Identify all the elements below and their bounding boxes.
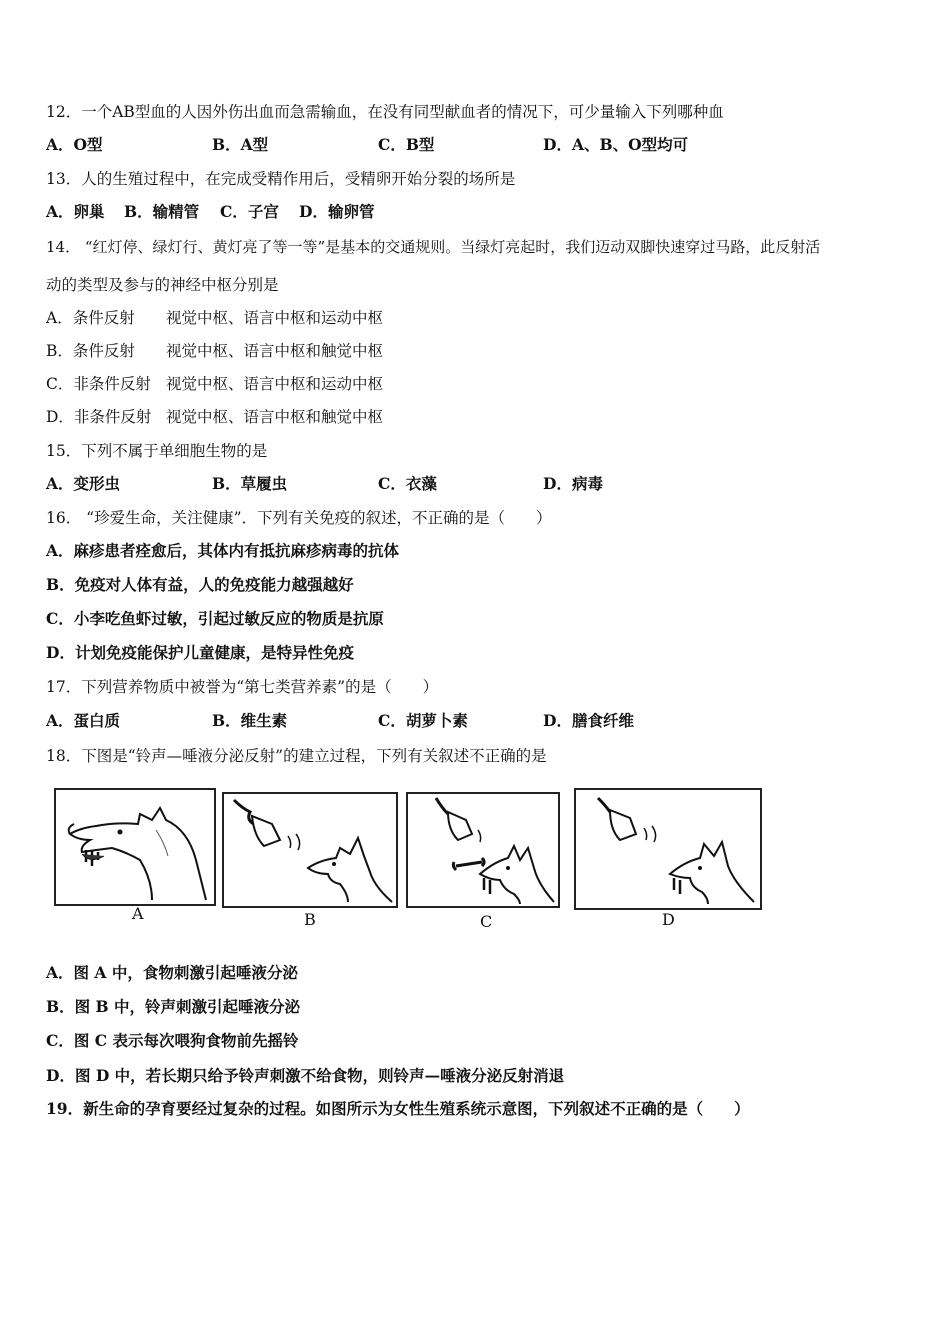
q14-option-a-type: A．条件反射 <box>46 309 135 327</box>
q16-stem: 16． “珍爱生命，关注健康”．下列有关免疫的叙述，不正确的是（ ） <box>46 509 552 527</box>
q13-option-a[interactable]: A．卵巢 <box>46 202 105 221</box>
q18-stem: 18．下图是“铃声—唾液分泌反射”的建立过程，下列有关叙述不正确的是 <box>46 747 547 765</box>
q14-option-d-type: D．非条件反射 <box>46 408 152 426</box>
q17-option-a[interactable]: A．蛋白质 <box>46 711 121 730</box>
q14-option-b-type: B．条件反射 <box>46 342 135 360</box>
q12-option-c[interactable]: C．B型 <box>378 135 435 154</box>
q17-option-d[interactable]: D．膳食纤维 <box>543 711 634 730</box>
q17-option-b[interactable]: B．维生素 <box>212 711 288 730</box>
q14-option-a[interactable] <box>46 308 383 328</box>
q16-option-a[interactable]: A．麻疹患者痊愈后，其体内有抵抗麻疹病毒的抗体 <box>46 541 400 560</box>
q17-stem: 17．下列营养物质中被誉为“第七类营养素”的是（ ） <box>46 678 439 696</box>
q15-option-b[interactable]: B．草履虫 <box>212 474 288 493</box>
figure-panel-b <box>222 792 398 908</box>
figure-label-d: D <box>662 910 675 929</box>
figure-panel-c <box>406 792 560 908</box>
q14-option-c[interactable] <box>46 374 383 394</box>
salivation-reflex-figure <box>50 780 770 930</box>
bell-only-dog-illustration <box>576 790 760 908</box>
q14-option-c-centers: 视觉中枢、语言中枢和运动中枢 <box>166 375 384 393</box>
q14-option-c-type: C．非条件反射 <box>46 375 151 393</box>
q13-stem: 13．人的生殖过程中，在完成受精作用后，受精卵开始分裂的场所是 <box>46 170 516 188</box>
q18-option-b[interactable]: B．图 B 中，铃声刺激引起唾液分泌 <box>46 997 300 1016</box>
figure-panel-a <box>54 788 216 906</box>
q15-option-a[interactable]: A．变形虫 <box>46 474 121 493</box>
q18-option-c[interactable]: C．图 C 表示每次喂狗食物前先摇铃 <box>46 1031 299 1050</box>
q12-option-b[interactable]: B．A型 <box>212 135 269 154</box>
q16-option-b[interactable]: B．免疫对人体有益，人的免疫能力越强越好 <box>46 575 354 594</box>
q14-option-d-centers: 视觉中枢、语言中枢和触觉中枢 <box>166 408 384 426</box>
q14-option-b-centers: 视觉中枢、语言中枢和触觉中枢 <box>166 342 384 360</box>
q12-option-d[interactable]: D．A、B、O型均可 <box>543 135 689 154</box>
q12-stem: 12．一个AB型血的人因外伤出血而急需输血，在没有同型献血者的情况下，可少量输入下列哪种血 <box>46 103 724 121</box>
figure-label-b: B <box>304 910 316 929</box>
q14-stem-line2: 动的类型及参与的神经中枢分别是 <box>46 276 279 294</box>
bell-food-dog-illustration <box>408 794 558 906</box>
q14-stem-line1: 14． “红灯停、绿灯行、黄灯亮了等一等”是基本的交通规则。当绿灯亮起时，我们迈动双脚快速穿过马路，此反射活 <box>46 238 821 256</box>
q18-option-d[interactable]: D．图 D 中，若长期只给予铃声刺激不给食物，则铃声—唾液分泌反射消退 <box>46 1066 565 1085</box>
q14-option-a-centers: 视觉中枢、语言中枢和运动中枢 <box>166 309 384 327</box>
q15-stem: 15．下列不属于单细胞生物的是 <box>46 442 268 460</box>
q15-option-c[interactable]: C．衣藻 <box>378 474 437 493</box>
q15-option-d[interactable]: D．病毒 <box>543 474 603 493</box>
q13-options <box>46 202 446 222</box>
q13-option-c[interactable]: C．子宫 <box>220 202 279 221</box>
figure-label-c: C <box>480 912 493 931</box>
q17-option-c[interactable]: C．胡萝卜素 <box>378 711 468 730</box>
bell-dog-illustration <box>224 794 396 906</box>
q15-options <box>46 474 846 494</box>
q16-option-d[interactable]: D．计划免疫能保护儿童健康，是特异性免疫 <box>46 643 354 662</box>
figure-panel-d <box>574 788 762 910</box>
q13-option-b[interactable]: B．输精管 <box>124 202 200 221</box>
q16-option-c[interactable]: C．小李吃鱼虾过敏，引起过敏反应的物质是抗原 <box>46 609 384 628</box>
q14-option-d[interactable] <box>46 407 383 427</box>
q17-options <box>46 711 846 731</box>
dog-eating-illustration <box>56 790 214 904</box>
q12-option-a[interactable]: A．O型 <box>46 135 103 154</box>
q12-options <box>46 135 846 155</box>
q18-option-a[interactable]: A．图 A 中，食物刺激引起唾液分泌 <box>46 963 298 982</box>
q13-option-d[interactable]: D．输卵管 <box>299 202 375 221</box>
figure-label-a: A <box>132 904 144 923</box>
q19-stem: 19．新生命的孕育要经过复杂的过程。如图所示为女性生殖系统示意图，下列叙述不正确的是（ ） <box>46 1099 750 1118</box>
q14-option-b[interactable] <box>46 341 383 361</box>
